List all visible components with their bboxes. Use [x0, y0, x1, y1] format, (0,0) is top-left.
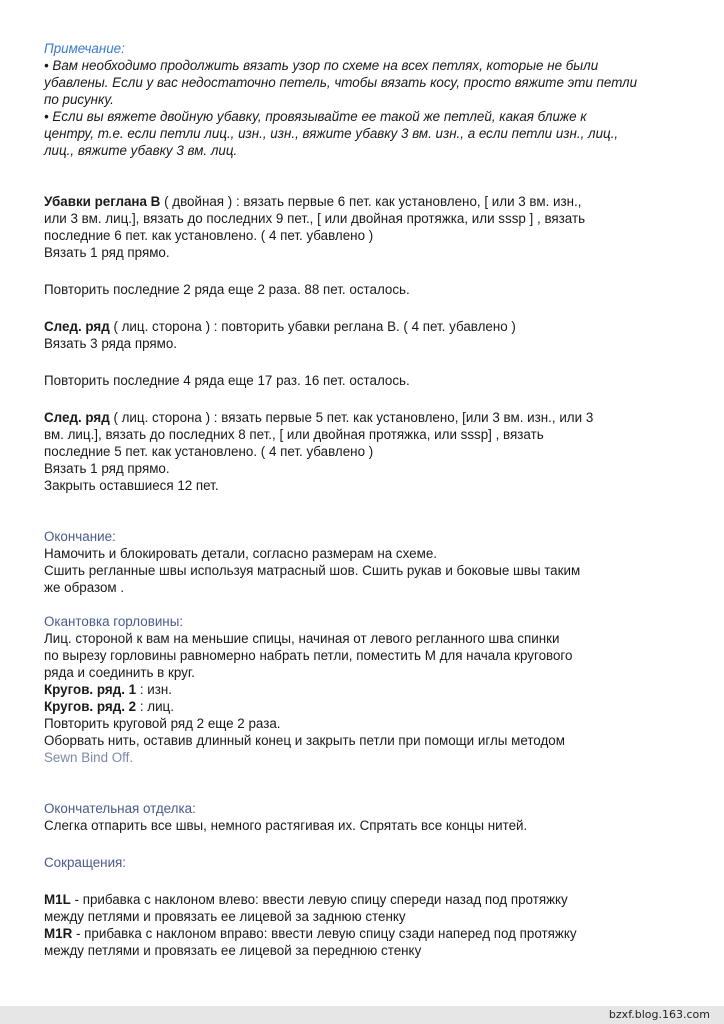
round-1 [44, 681, 684, 698]
m1l-line-1 [44, 891, 684, 908]
note-line: центру, т.е. если петли лиц., изн., изн., вяжите убавку 3 вм. изн., а если петли изн., лиц., [44, 126, 619, 141]
m1l-line-2: между петлями и провязать ее лицевой за заднюю стенку [44, 909, 406, 924]
m1l-text: - прибавка с наклоном влево: ввести левую спицу спереди назад под протяжку [70, 892, 568, 907]
abbr-title: Сокращения: [44, 855, 127, 870]
next-row-1-text: ( лиц. сторона ) : повторить убавки реглана В. ( 4 пет. убавлено ) [109, 319, 516, 334]
next-row-2 [44, 409, 684, 426]
footer-bar [0, 1006, 724, 1024]
m1l-label: M1L [44, 892, 71, 907]
neckband-line: по вырезу горловины равномерно набрать петли, поместить М для начала кругового [44, 648, 573, 663]
m1r-line-1 [44, 925, 684, 942]
sewn-bind-off-link[interactable]: Sewn Bind Off. [44, 750, 134, 765]
m1r-label: M1R [44, 926, 73, 941]
next-row-2-line-3: последние 5 пет. как установлено. ( 4 пет. убавлено ) [44, 444, 374, 459]
repeat-1: Повторить последние 2 ряда еще 2 раза. 88 пет. осталось. [44, 282, 410, 297]
final-title: Окончательная отделка: [44, 801, 196, 816]
document-page [44, 40, 684, 959]
m1r-text: - прибавка с наклоном вправо: ввести левую спицу сзади наперед под протяжку [72, 926, 577, 941]
finishing-line: Намочить и блокировать детали, согласно размерам на схеме. [44, 546, 437, 561]
note-title: Примечание: [44, 41, 125, 56]
next-row-1-label: След. ряд [44, 319, 110, 334]
repeat-2: Повторить последние 4 ряда еще 17 раз. 16 пет. осталось. [44, 373, 410, 388]
neckband-title: Окантовка горловины: [44, 614, 184, 629]
neckband-cut: Оборвать нить, оставив длинный конец и закрыть петли при помощи иглы методом [44, 733, 565, 748]
next-row-2-label: След. ряд [44, 410, 110, 425]
raglan-line-2: или 3 вм. лиц.], вязать до последних 9 пет., [ или двойная протяжка, или sssp ] , вязать [44, 211, 586, 226]
raglan-label: Убавки реглана В [44, 194, 161, 209]
note-line: убавлены. Если у вас недостаточно петель, чтобы вязать косу, просто вяжите эти петли [44, 75, 638, 90]
round-1-label: Кругов. ряд. 1 [44, 682, 137, 697]
round-2-label: Кругов. ряд. 2 [44, 699, 137, 714]
m1r-line-2: между петлями и провязать ее лицевой за переднюю стенку [44, 943, 422, 958]
next-row-2-line-4: Вязать 1 ряд прямо. [44, 461, 170, 476]
raglan-line-4: Вязать 1 ряд прямо. [44, 245, 170, 260]
neckband-line: Лиц. стороной к вам на меньшие спицы, начиная от левого регланного шва спинки [44, 631, 560, 646]
next-row-1 [44, 318, 684, 335]
raglan-line-1 [44, 193, 684, 210]
finishing-title: Окончание: [44, 529, 116, 544]
note-line: по рисунку. [44, 92, 114, 107]
finishing-line: же образом . [44, 580, 125, 595]
next-row-1-line-2: Вязать 3 ряда прямо. [44, 336, 178, 351]
note-line: • Вам необходимо продолжить вязать узор по схеме на всех петлях, которые не были [44, 58, 599, 73]
neckband-repeat: Повторить круговой ряд 2 еще 2 раза. [44, 716, 281, 731]
raglan-text: ( двойная ) : вязать первые 6 пет. как установлено, [ или 3 вм. изн., [160, 194, 582, 209]
next-row-2-text: ( лиц. сторона ) : вязать первые 5 пет. как установлено, [или 3 вм. изн., или 3 [109, 410, 594, 425]
neckband-line: ряда и соединить в круг. [44, 665, 195, 680]
finishing-line: Сшить регланные швы используя матрасный шов. Сшить рукав и боковые швы таким [44, 563, 581, 578]
next-row-2-line-2: вм. лиц.], вязать до последних 8 пет., [ или двойная протяжка, или sssp] , вязать [44, 427, 544, 442]
watermark: bzxf.blog.163.com [608, 1008, 710, 1021]
note-line: лиц., вяжите убавку 3 вм. лиц. [44, 143, 238, 158]
round-2-text: : лиц. [136, 699, 174, 714]
final-text: Слегка отпарить все швы, немного растягивая их. Спрятать все концы нитей. [44, 818, 528, 833]
raglan-line-3: последние 6 пет. как установлено. ( 4 пет. убавлено ) [44, 228, 374, 243]
round-2 [44, 698, 684, 715]
round-1-text: : изн. [136, 682, 172, 697]
next-row-2-line-5: Закрыть оставшиеся 12 пет. [44, 478, 219, 493]
note-line: • Если вы вяжете двойную убавку, провязывайте ее такой же петлей, какая ближе к [44, 109, 587, 124]
